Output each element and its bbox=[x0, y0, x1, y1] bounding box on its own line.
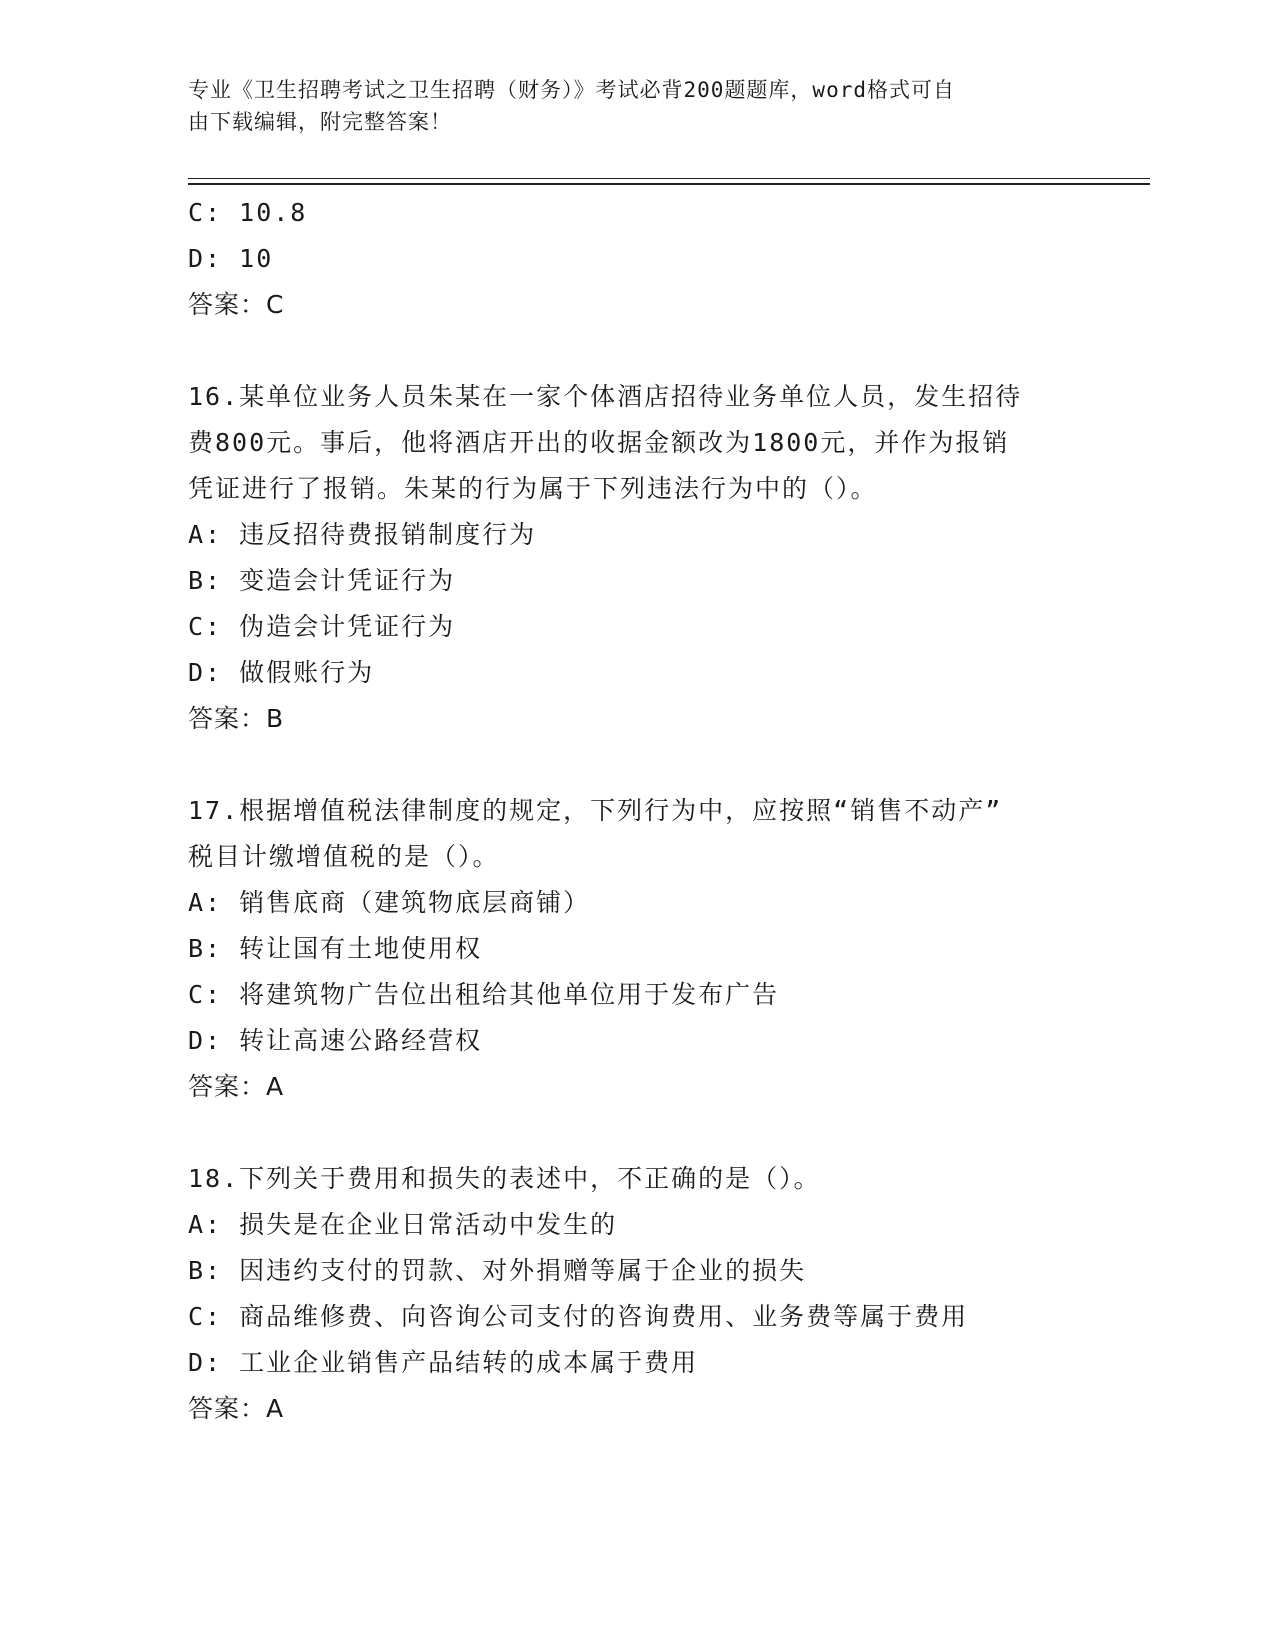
question-18 bbox=[188, 1156, 1148, 1432]
question-17 bbox=[188, 788, 1148, 1110]
option-d: D: 10 bbox=[188, 244, 274, 273]
header-rule-thick bbox=[188, 183, 1150, 185]
question-15-tail bbox=[188, 190, 1148, 328]
answer: 答案：A bbox=[188, 1072, 285, 1101]
option-c: C: 将建筑物广告位出租给其他单位用于发布广告 bbox=[188, 980, 780, 1009]
question-16 bbox=[188, 374, 1148, 742]
option-c: C: 商品维修费、向咨询公司支付的咨询费用、业务费等属于费用 bbox=[188, 1302, 969, 1331]
option-b: B: 变造会计凭证行为 bbox=[188, 566, 456, 595]
option-b: B: 转让国有土地使用权 bbox=[188, 934, 483, 963]
spacer bbox=[188, 742, 1148, 788]
question-text-line: 17.根据增值税法律制度的规定，下列行为中，应按照“销售不动产” bbox=[188, 796, 1003, 825]
document-header bbox=[188, 74, 1088, 138]
question-text-line: 税目计缴增值税的是（）。 bbox=[188, 842, 500, 871]
option-d: D: 做假账行为 bbox=[188, 658, 375, 687]
option-c: C: 伪造会计凭证行为 bbox=[188, 612, 456, 641]
option-a: A: 违反招待费报销制度行为 bbox=[188, 520, 537, 549]
question-text-line: 凭证进行了报销。朱某的行为属于下列违法行为中的（）。 bbox=[188, 474, 878, 503]
spacer bbox=[188, 1110, 1148, 1156]
header-line-2: 由下载编辑，附完整答案！ bbox=[188, 110, 452, 134]
option-d: D: 转让高速公路经营权 bbox=[188, 1026, 483, 1055]
question-text-line: 18.下列关于费用和损失的表述中，不正确的是（）。 bbox=[188, 1164, 821, 1193]
question-text-line: 费800元。事后，他将酒店开出的收据金额改为1800元，并作为报销 bbox=[188, 428, 1010, 457]
spacer bbox=[188, 328, 1148, 374]
header-rule-thin bbox=[188, 178, 1150, 179]
option-b: B: 因违约支付的罚款、对外捐赠等属于企业的损失 bbox=[188, 1256, 807, 1285]
option-c: C: 10.8 bbox=[188, 198, 308, 227]
header-line-1: 专业《卫生招聘考试之卫生招聘（财务）》考试必背200题题库，word格式可自 bbox=[188, 78, 955, 102]
option-d: D: 工业企业销售产品结转的成本属于费用 bbox=[188, 1348, 699, 1377]
option-a: A: 损失是在企业日常活动中发生的 bbox=[188, 1210, 618, 1239]
answer: 答案：C bbox=[188, 290, 285, 319]
document-body bbox=[188, 190, 1148, 1432]
answer: 答案：B bbox=[188, 704, 285, 733]
answer: 答案：A bbox=[188, 1394, 285, 1423]
option-a: A: 销售底商（建筑物底层商铺） bbox=[188, 888, 591, 917]
question-text-line: 16.某单位业务人员朱某在一家个体酒店招待业务单位人员，发生招待 bbox=[188, 382, 1023, 411]
